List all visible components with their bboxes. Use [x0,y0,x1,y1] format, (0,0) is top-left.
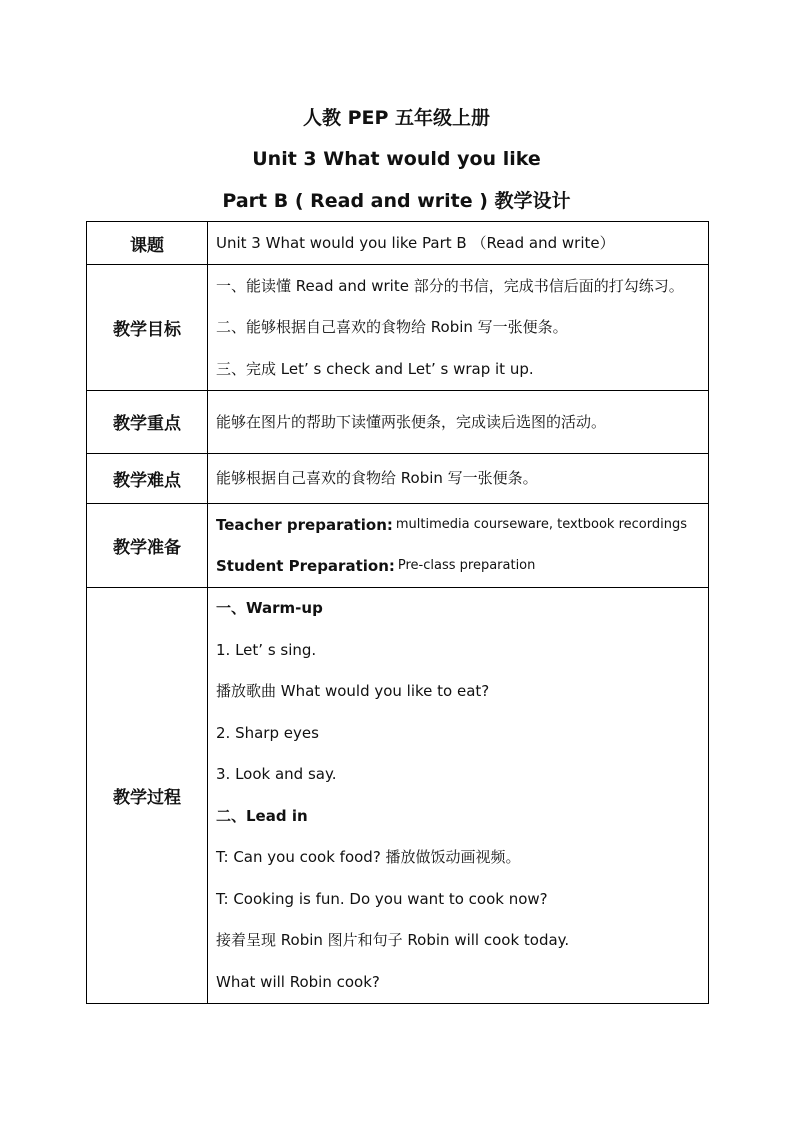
goal-item-2: 二、能够根据自己喜欢的食物给 Robin 写一张便条。 [216,318,568,337]
preparation-content [208,503,709,587]
goal-item-1: 一、能读懂 Read and write 部分的书信，完成书信后面的打勾练习。 [216,276,684,295]
difficulties-label: 教学难点 [87,453,208,503]
process-line: 接着呈现 Robin 图片和句子 Robin will cook today. [216,931,570,950]
key-points-value: 能够在图片的帮助下读懂两张便条，完成读后选图的活动。 [208,390,709,453]
section-heading-warm-up: 一、Warm-up [216,599,323,618]
process-line: 播放歌曲 What would you like to eat? [216,682,490,701]
process-line: 2. Sharp eyes [216,723,319,742]
goal-item-3: 三、完成 Let’ s check and Let’ s wrap it up. [216,359,534,378]
teacher-preparation [216,504,704,545]
process-content [208,587,709,1003]
topic-value: Unit 3 What would you like Part B （Read and write） [208,222,709,265]
goals-content [208,265,709,391]
topic-label: 课题 [87,222,208,265]
difficulties-value: 能够根据自己喜欢的食物给 Robin 写一张便条。 [208,453,709,503]
goals-label: 教学目标 [87,265,208,391]
teacher-preparation-label: Teacher preparation: [216,515,393,534]
table-row-process [87,587,709,1003]
lesson-title: Part B ( Read and write ) 教学设计 [222,190,571,212]
preparation-label: 教学准备 [87,503,208,587]
student-preparation-label: Student Preparation: [216,556,395,575]
table-row-difficulties [87,453,709,503]
process-line: 3. Look and say. [216,765,337,784]
student-preparation [216,545,704,586]
process-label: 教学过程 [87,587,208,1003]
key-points-label: 教学重点 [87,390,208,453]
teacher-preparation-value: multimedia courseware, textbook recordings [395,516,687,532]
table-row-goals [87,265,709,391]
table-row-key-points [87,390,709,453]
table-row-topic [87,222,709,265]
document-title: 人教 PEP 五年级上册 [302,107,491,129]
unit-title: Unit 3 What would you like [252,148,541,170]
table-row-preparation [87,503,709,587]
lesson-plan-table [86,221,709,1004]
section-heading-lead-in: 二、Lead in [216,806,308,825]
process-line: 1. Let’ s sing. [216,640,317,659]
process-line: What will Robin cook? [216,972,380,991]
student-preparation-value: Pre-class preparation [397,557,536,573]
process-line: T: Cooking is fun. Do you want to cook now? [216,889,548,908]
process-line: T: Can you cook food? 播放做饭动画视频。 [216,848,521,867]
